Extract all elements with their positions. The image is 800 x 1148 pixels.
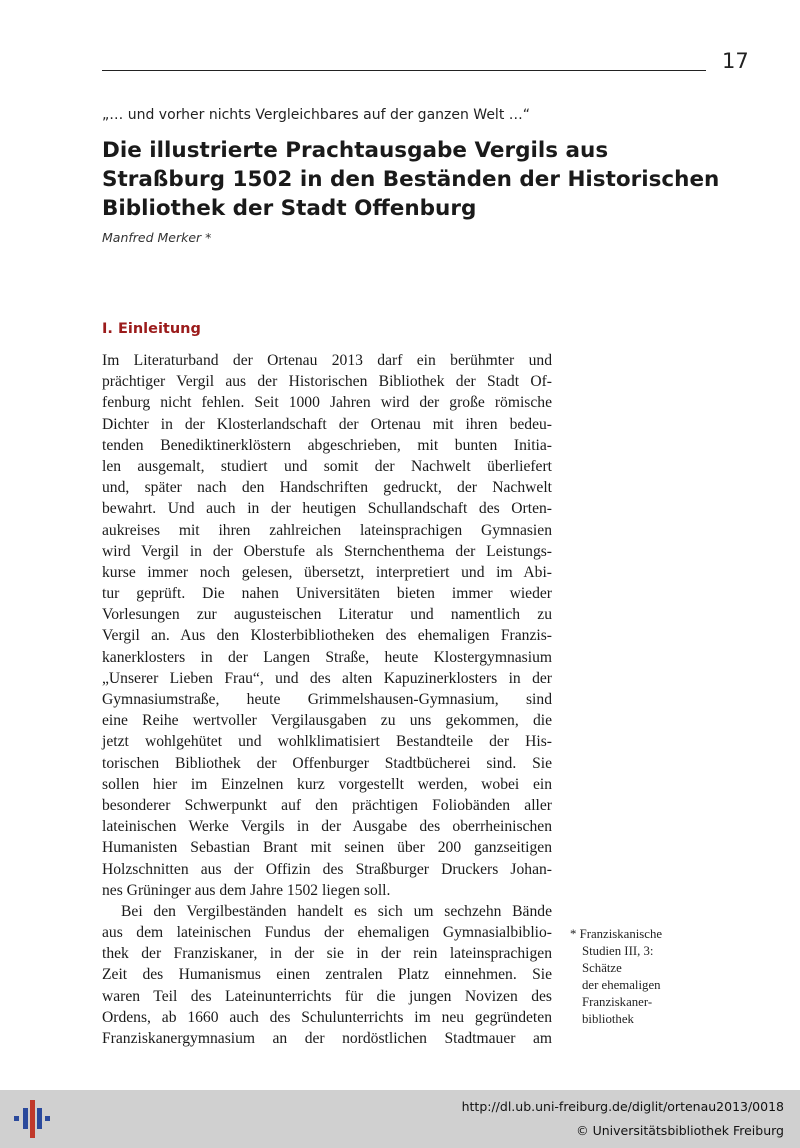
- logo-bar: [45, 1116, 50, 1121]
- body-line: „Unserer Lieben Frau“, und des alten Kapuzinerklosters in der: [102, 669, 552, 687]
- sidenote-line: Franziskaner-: [582, 995, 653, 1009]
- sidenote-line: Studien III, 3:: [582, 944, 654, 958]
- section-heading: I. Einleitung: [102, 321, 201, 337]
- library-logo-icon[interactable]: [12, 1098, 52, 1140]
- body-line: lateinischen Werke Vergils in der Ausgabe des oberrheinischen: [102, 818, 552, 836]
- body-line: eine Reihe wertvoller Vergilausgaben zu uns gekommen, die: [102, 712, 552, 730]
- body-line: Vergil an. Aus den Klosterbibliotheken des ehemaligen Franzis-: [102, 627, 552, 645]
- body-line: kanerklosters in der Langen Straße, heute Klostergymnasium: [102, 648, 552, 666]
- logo-bar: [23, 1108, 28, 1129]
- body-line: sollen hier im Einzelnen kurz vorgestellt werden, wobei ein: [102, 775, 552, 793]
- article-body: [102, 350, 552, 1049]
- body-line: Zeit des Humanismus einen zentralen Platz einnehmen. Sie: [102, 966, 552, 984]
- sidenote-line: bibliothek: [582, 1012, 634, 1026]
- body-line: Im Literaturband der Ortenau 2013 darf ein berühmter und: [102, 352, 552, 369]
- title-line: Bibliothek der Stadt Offenburg: [102, 196, 477, 221]
- body-line: tenden Benediktinerklöstern abgeschrieben, mit bunten Initia-: [102, 436, 552, 454]
- body-line: kurse immer noch gelesen, übersetzt, interpretiert und im Abi-: [102, 563, 552, 581]
- article-title: [102, 136, 742, 223]
- body-line: fenburg nicht fehlen. Seit 1000 Jahren wird der große römische: [102, 394, 552, 412]
- source-url-link[interactable]: http://dl.ub.uni-freiburg.de/diglit/ortenau2013/0018: [461, 1099, 784, 1114]
- body-line: und, später nach den Handschriften gedruckt, der Nachwelt: [102, 479, 552, 497]
- article-author: Manfred Merker *: [102, 230, 212, 245]
- body-line: Humanisten Sebastian Brant mit seinen über 200 ganzseitigen: [102, 839, 552, 857]
- body-line: tur geprüft. Die nahen Universitäten bieten immer wieder: [102, 585, 552, 603]
- sidenote: [570, 926, 662, 1028]
- copyright-notice: © Universitätsbibliothek Freiburg: [576, 1123, 784, 1138]
- body-line: Vorlesungen zur augusteischen Literatur und namentlich zu: [102, 606, 552, 624]
- body-line: bewahrt. Und auch in der heutigen Schullandschaft des Orten-: [102, 500, 552, 518]
- page-number: 17: [722, 49, 749, 73]
- logo-bar: [37, 1108, 42, 1129]
- body-line: thek der Franziskaner, in der sie in der rein lateinsprachigen: [102, 945, 552, 963]
- body-line: waren Teil des Lateinunterrichts für die jungen Novizen des: [102, 987, 552, 1005]
- body-line: prächtiger Vergil aus der Historischen Bibliothek der Stadt Of-: [102, 373, 552, 391]
- sidenote-line: der ehemaligen: [582, 978, 661, 992]
- body-line: Dichter in der Klosterlandschaft der Ortenau mit ihren bedeu-: [102, 415, 552, 433]
- body-line: wird Vergil in der Oberstufe als Sternchenthema der Leistungs-: [102, 542, 552, 560]
- body-line: torischen Bibliothek der Offenburger Stadtbücherei sind. Sie: [102, 754, 552, 772]
- body-line: aus dem lateinischen Fundus der ehemaligen Gymnasialbiblio-: [102, 924, 552, 942]
- body-line: aukreises mit ihren zahlreichen lateinsprachigen Gymnasien: [102, 521, 552, 539]
- body-line: Gymnasiumstraße, heute Grimmelshausen-Gymnasium, sind: [102, 691, 552, 708]
- article-quote-line: „… und vorher nichts Vergleichbares auf der ganzen Welt …“: [102, 107, 531, 123]
- header-rule: [102, 70, 706, 71]
- sidenote-line: * Franziskanische: [570, 927, 663, 941]
- body-line: jetzt wohlgehütet und wohlklimatisiert Bestandteile der His-: [102, 733, 552, 751]
- logo-bar: [14, 1116, 19, 1121]
- body-line: Franziskanergymnasium an der nordöstlichen Stadtmauer am: [102, 1030, 552, 1047]
- sidenote-line: Schätze: [582, 961, 622, 975]
- footer-bar: [0, 1090, 800, 1148]
- body-line: nes Grüninger aus dem Jahre 1502 liegen soll.: [102, 881, 391, 899]
- title-line: Straßburg 1502 in den Beständen der Historischen: [102, 167, 720, 192]
- logo-bar: [30, 1100, 35, 1138]
- body-line: Holzschnitten aus der Offizin des Straßburger Druckers Johan-: [102, 860, 552, 878]
- body-line: Bei den Vergilbeständen handelt es sich um sechzehn Bände: [121, 902, 552, 920]
- body-line: Ordens, ab 1660 auch des Schulunterrichts im neu gegründeten: [102, 1008, 552, 1026]
- body-line: besonderer Schwerpunkt auf den prächtigen Foliobänden aller: [102, 796, 552, 814]
- title-line: Die illustrierte Prachtausgabe Vergils aus: [102, 138, 609, 163]
- body-line: len ausgemalt, studiert und somit der Nachwelt überliefert: [102, 457, 552, 475]
